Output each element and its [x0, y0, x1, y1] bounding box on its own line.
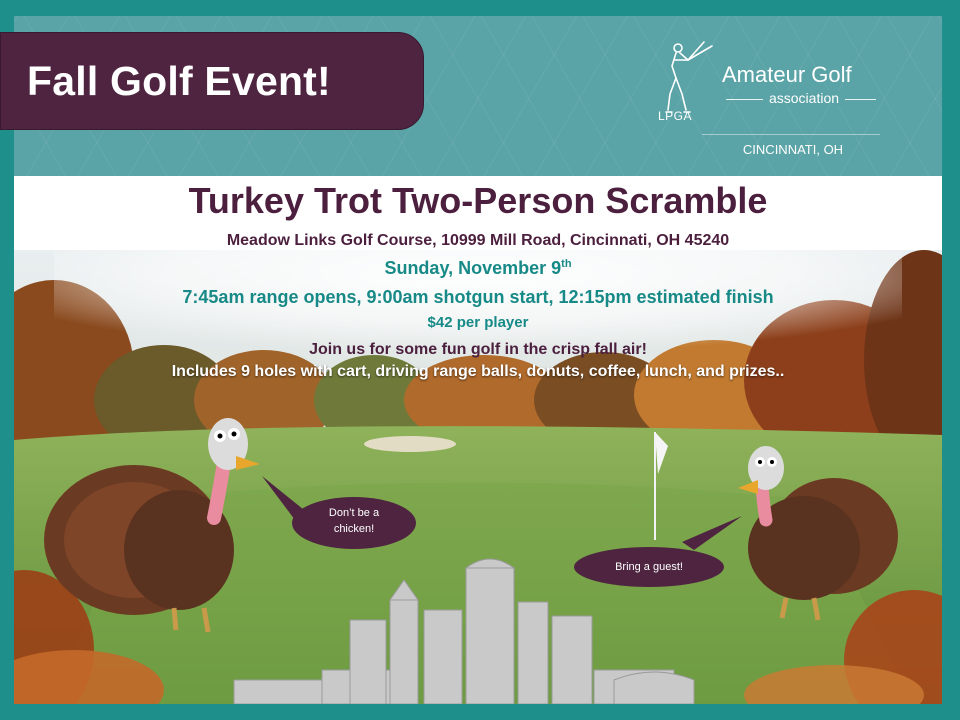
- event-schedule: 7:45am range opens, 9:00am shotgun start, 12:15pm estimated finish: [182, 287, 774, 307]
- event-includes: Includes 9 holes with cart, driving range balls, donuts, coffee, lunch, and prizes..: [171, 363, 785, 380]
- logo-divider: [702, 134, 880, 135]
- association-logo: [654, 38, 888, 166]
- event-banner: [0, 32, 424, 130]
- golfer-silhouette-icon: [654, 38, 718, 118]
- speech-bubble-right-text: Bring a guest!: [615, 561, 683, 573]
- speech-bubble-left: [292, 497, 416, 549]
- logo-location: CINCINNATI, OH: [742, 142, 844, 157]
- event-date-text: Sunday, November 9: [384, 258, 562, 278]
- autumn-landscape-illustration: [14, 250, 942, 704]
- banner-title: Fall Golf Event!: [27, 58, 331, 104]
- event-title: Turkey Trot Two-Person Scramble: [188, 180, 768, 221]
- title-band: [14, 176, 942, 250]
- golf-course-scene: [14, 250, 942, 704]
- logo-lpga-mark: LPGA: [658, 109, 693, 123]
- logo-subtitle: association: [763, 90, 845, 106]
- event-venue: Meadow Links Golf Course, 10999 Mill Road, Cincinnati, OH 45240: [226, 232, 730, 249]
- logo-brand: Amateur Golf: [722, 62, 852, 87]
- speech-left-line1: Don’t be a: [328, 507, 380, 519]
- event-price: $42 per player: [427, 314, 529, 331]
- speech-left-line2: chicken!: [333, 523, 375, 535]
- speech-bubble-left-text: [292, 505, 416, 537]
- speech-bubble-right: [574, 547, 724, 587]
- event-invite: Join us for some fun golf in the crisp fall air!: [309, 341, 647, 358]
- logo-subtitle-wrap: [726, 90, 882, 106]
- event-date-suffix: th: [561, 258, 572, 270]
